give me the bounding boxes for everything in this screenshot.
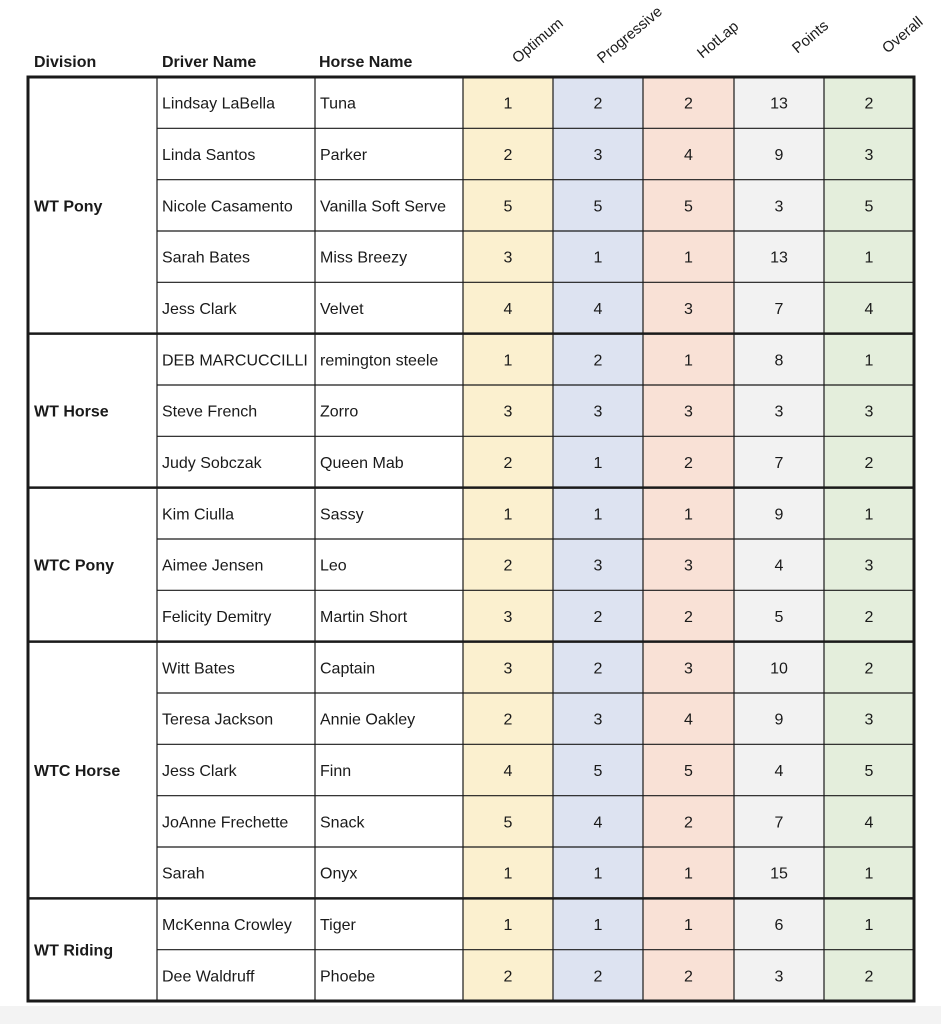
hotlap-cell: 3: [684, 403, 693, 421]
overall-cell: 3: [864, 403, 874, 421]
horse-name-cell: Queen Mab: [320, 455, 404, 472]
optimum-cell: 3: [503, 249, 513, 267]
hotlap-cell: 5: [684, 198, 693, 216]
points-cell: 9: [774, 711, 784, 729]
hotlap-cell: 2: [684, 814, 693, 832]
optimum-cell: 5: [503, 814, 513, 832]
driver-name-cell: Jess Clark: [162, 301, 237, 318]
optimum-cell: 4: [503, 301, 513, 318]
points-cell: 3: [774, 403, 784, 421]
progressive-cell: 2: [593, 352, 603, 370]
hotlap-cell: 1: [684, 352, 693, 370]
overall-cell: 1: [864, 249, 874, 267]
optimum-cell: 1: [503, 865, 513, 883]
overall-cell: 2: [864, 968, 874, 986]
overall-cell: 3: [864, 711, 874, 729]
progressive-cell: 3: [593, 711, 603, 729]
optimum-cell: 2: [503, 557, 513, 575]
horse-name-cell: Sassy: [320, 506, 364, 524]
overall-cell: 4: [864, 814, 874, 832]
hotlap-cell: 2: [684, 968, 693, 986]
progressive-cell: 3: [593, 403, 603, 421]
hotlap-cell: 3: [684, 301, 693, 318]
points-cell: 10: [770, 660, 788, 678]
progressive-cell: 2: [593, 609, 603, 626]
progressive-cell: 3: [593, 147, 603, 164]
points-cell: 15: [770, 865, 788, 883]
overall-cell: 1: [864, 865, 874, 883]
header-overall: Overall: [879, 13, 927, 57]
overall-cell: 4: [864, 301, 874, 318]
header-division: Division: [34, 54, 97, 71]
progressive-cell: 5: [593, 763, 603, 780]
optimum-cell: 2: [503, 455, 513, 472]
points-cell: 13: [770, 249, 788, 267]
hotlap-cell: 2: [684, 95, 693, 113]
driver-name-cell: Kim Ciulla: [162, 506, 235, 524]
points-cell: 4: [774, 763, 784, 780]
progressive-cell: 2: [593, 660, 603, 678]
progressive-cell: 4: [593, 301, 603, 318]
progressive-cell: 3: [593, 557, 603, 575]
optimum-cell: 1: [503, 95, 513, 113]
driver-name-cell: Witt Bates: [162, 660, 235, 678]
overall-cell: 3: [864, 557, 874, 575]
horse-name-cell: Martin Short: [320, 609, 408, 626]
hotlap-cell: 4: [684, 711, 693, 729]
optimum-cell: 2: [503, 147, 513, 164]
points-cell: 9: [774, 506, 784, 524]
optimum-cell: 3: [503, 660, 513, 678]
hotlap-cell: 1: [684, 917, 693, 934]
hotlap-cell: 5: [684, 763, 693, 780]
optimum-cell: 1: [503, 352, 513, 370]
horse-name-cell: Leo: [320, 557, 347, 575]
division-label: WTC Horse: [34, 763, 121, 780]
driver-name-cell: Dee Waldruff: [162, 968, 255, 986]
horse-name-cell: Tiger: [320, 917, 356, 934]
header-hotlap: HotLap: [694, 17, 743, 63]
horse-name-cell: Velvet: [320, 301, 364, 318]
points-cell: 7: [774, 455, 784, 472]
horse-name-cell: Parker: [320, 147, 368, 164]
hotlap-cell: 4: [684, 147, 693, 164]
progressive-cell: 1: [593, 917, 603, 934]
optimum-cell: 2: [503, 711, 513, 729]
hotlap-cell: 1: [684, 865, 693, 883]
driver-name-cell: McKenna Crowley: [162, 917, 292, 934]
driver-name-cell: Lindsay LaBella: [162, 95, 275, 113]
driver-name-cell: Sarah Bates: [162, 249, 251, 267]
overall-cell: 1: [864, 917, 874, 934]
points-cell: 3: [774, 198, 784, 216]
points-cell: 5: [774, 609, 784, 626]
horse-name-cell: Captain: [320, 660, 376, 678]
optimum-cell: 1: [503, 506, 513, 524]
optimum-cell: 5: [503, 198, 513, 216]
horse-name-cell: Vanilla Soft Serve: [320, 198, 446, 216]
optimum-cell: 2: [503, 968, 513, 986]
points-cell: 3: [774, 968, 784, 986]
driver-name-cell: DEB MARCUCCILLI: [162, 352, 308, 370]
hotlap-cell: 2: [684, 455, 693, 472]
driver-name-cell: Nicole Casamento: [162, 198, 293, 216]
hotlap-cell: 1: [684, 249, 693, 267]
horse-name-cell: remington steele: [320, 352, 439, 370]
driver-name-cell: Steve French: [162, 403, 258, 421]
progressive-cell: 1: [593, 455, 603, 472]
horse-name-cell: Zorro: [320, 403, 359, 421]
hotlap-cell: 3: [684, 660, 693, 678]
header-driver-name: Driver Name: [162, 54, 257, 71]
horse-name-cell: Annie Oakley: [320, 711, 416, 729]
horse-name-cell: Phoebe: [320, 968, 376, 986]
overall-cell: 1: [864, 506, 874, 524]
optimum-cell: 4: [503, 763, 513, 780]
overall-cell: 1: [864, 352, 874, 370]
header-progressive: Progressive: [594, 3, 666, 68]
driver-name-cell: Felicity Demitry: [162, 609, 272, 626]
points-cell: 7: [774, 301, 784, 318]
driver-name-cell: Judy Sobczak: [162, 455, 262, 472]
overall-cell: 5: [864, 198, 874, 216]
overall-cell: 2: [864, 660, 874, 678]
hotlap-cell: 3: [684, 557, 693, 575]
horse-name-cell: Snack: [320, 814, 365, 832]
points-cell: 13: [770, 95, 788, 113]
points-cell: 9: [774, 147, 784, 164]
driver-name-cell: Sarah: [162, 865, 205, 883]
optimum-cell: 3: [503, 609, 513, 626]
progressive-cell: 1: [593, 249, 603, 267]
horse-name-cell: Tuna: [320, 95, 356, 113]
division-label: WT Pony: [34, 198, 103, 216]
points-cell: 4: [774, 557, 784, 575]
progressive-cell: 2: [593, 968, 603, 986]
progressive-cell: 1: [593, 506, 603, 524]
header-horse-name: Horse Name: [319, 54, 413, 71]
division-label: WT Horse: [34, 403, 109, 421]
hotlap-cell: 1: [684, 506, 693, 524]
header-optimum: Optimum: [509, 14, 567, 67]
overall-cell: 5: [864, 763, 874, 780]
optimum-cell: 3: [503, 403, 513, 421]
points-cell: 7: [774, 814, 784, 832]
division-label: WT Riding: [34, 942, 114, 960]
overall-cell: 3: [864, 147, 874, 164]
driver-name-cell: Aimee Jensen: [162, 557, 264, 575]
footer-band: [0, 1006, 941, 1024]
driver-name-cell: Jess Clark: [162, 763, 237, 780]
driver-name-cell: Teresa Jackson: [162, 711, 274, 729]
progressive-cell: 4: [593, 814, 603, 832]
division-label: WTC Pony: [34, 557, 114, 575]
horse-name-cell: Onyx: [320, 865, 358, 883]
progressive-cell: 2: [593, 95, 603, 113]
overall-cell: 2: [864, 609, 874, 626]
points-cell: 6: [774, 917, 784, 934]
progressive-cell: 1: [593, 865, 603, 883]
horse-name-cell: Miss Breezy: [320, 249, 408, 267]
overall-cell: 2: [864, 455, 874, 472]
driver-name-cell: Linda Santos: [162, 147, 256, 164]
points-cell: 8: [774, 352, 784, 370]
hotlap-cell: 2: [684, 609, 693, 626]
overall-cell: 2: [864, 95, 874, 113]
horse-name-cell: Finn: [320, 763, 352, 780]
driver-name-cell: JoAnne Frechette: [162, 814, 289, 832]
progressive-cell: 5: [593, 198, 603, 216]
header-points: Points: [789, 17, 832, 58]
optimum-cell: 1: [503, 917, 513, 934]
